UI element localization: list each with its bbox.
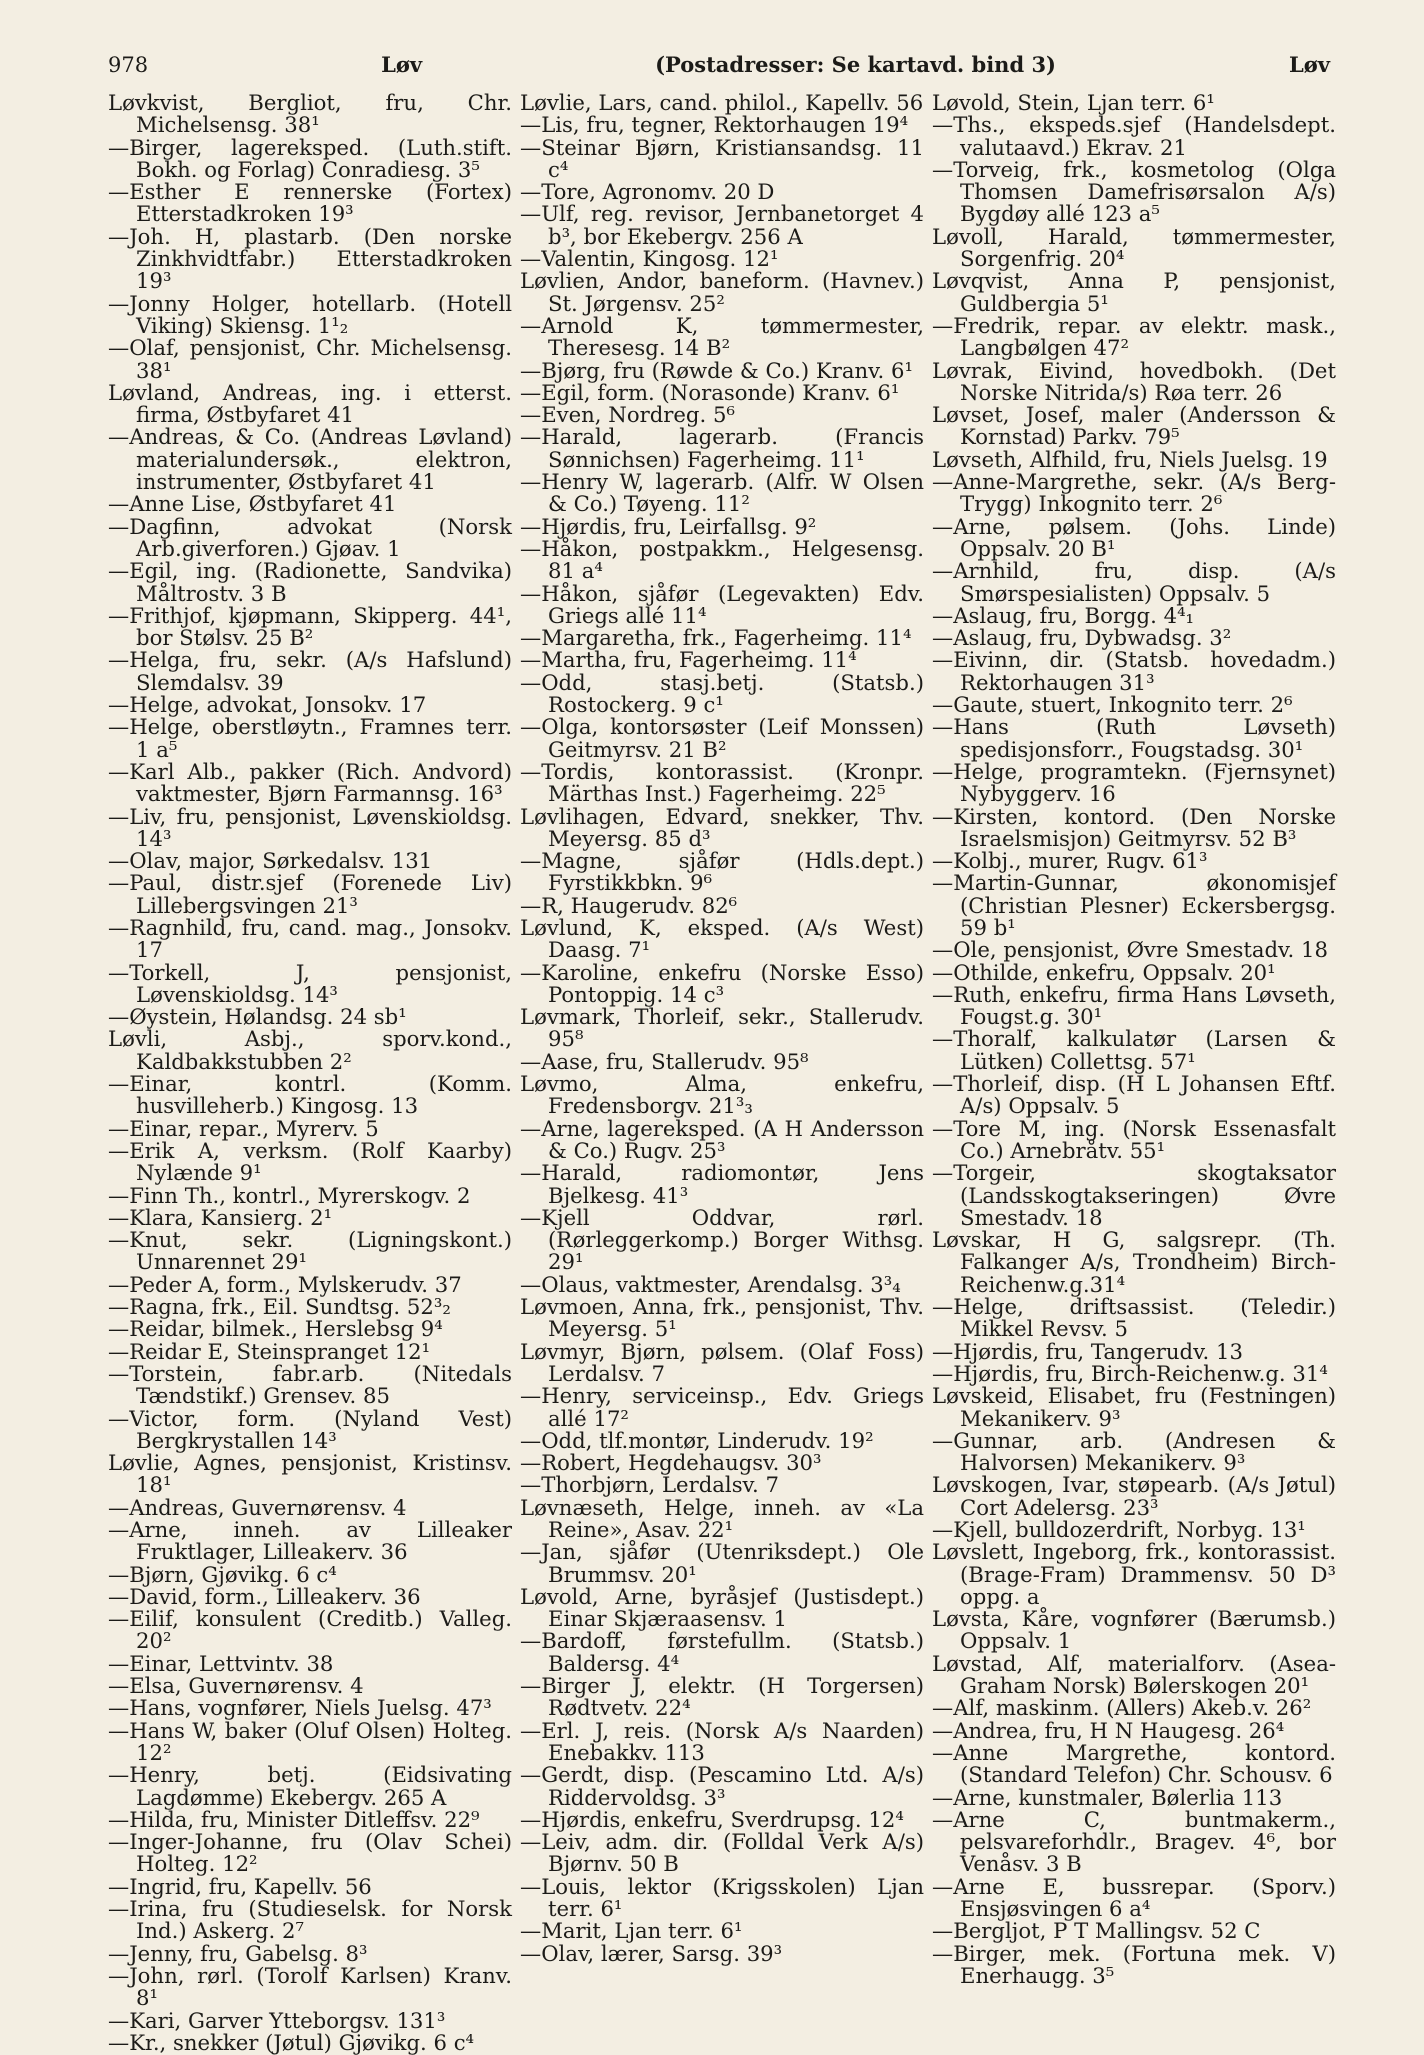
directory-entry: Løvland, Andreas, ing. i etterst. firma, Østbyfaret 41 — [108, 379, 512, 428]
directory-entry: —Kari, Garver Ytteborgsv. 131³ — [108, 2007, 446, 2033]
directory-entry: —Torkell, J, pensjonist, Løvenskioldsg. 14³ — [108, 959, 512, 1007]
directory-entry: —Ole, pensjonist, Øvre Smestadv. 18 — [932, 937, 1328, 963]
directory-entry: —Othilde, enkefru, Oppsalv. 20¹ — [932, 959, 1276, 985]
directory-entry: Løvkvist, Bergliot, fru, Chr. Michelsensg. 38¹ — [108, 90, 512, 138]
directory-entry: —Jonny Holger, hotellarb. (Hotell Viking) Skiensg. 1¹₂ — [108, 290, 512, 338]
directory-entry: —Håkon, postpakkm., Helgesensg. 81 a⁴ — [520, 535, 924, 584]
directory-entry: —Thorbjørn, Lerdalsv. 7 — [520, 1472, 779, 1498]
directory-entry: —Arnold K, tømmermester, Theresesg. 14 B² — [520, 312, 924, 361]
directory-entry: —Hjørdis, fru, Birch-Reichenw.g. 31⁴ — [932, 1360, 1328, 1386]
directory-entry: —Irina, fru (Studieselsk. for Norsk Ind.) Askerg. 2⁷ — [108, 1896, 512, 1944]
directory-entry: —Hjørdis, enkefru, Sverdrupsg. 12⁴ — [520, 1806, 904, 1832]
directory-entry: —R, Haugerudv. 82⁶ — [520, 892, 738, 918]
directory-entry: Løvmo, Alma, enkefru, Fredensborgv. 21³₃ — [520, 1071, 924, 1119]
directory-entry: —Hans, vognfører, Niels Juelsg. 47³ — [108, 1695, 492, 1721]
directory-entry: —Hans W, baker (Oluf Olsen) Holteg. 12² — [108, 1717, 512, 1765]
directory-entry: —Olav, major, Sørkedalsv. 131 — [108, 848, 433, 874]
directory-entry: —Karoline, enkefru (Norske Esso) Pontoppig. 14 c³ — [520, 959, 924, 1007]
directory-entry: Løvlihagen, Edvard, snekker, Thv. Meyersg. 85 d³ — [520, 803, 924, 851]
directory-entry: Løvold, Stein, Ljan terr. 6¹ — [932, 90, 1215, 115]
directory-entry: —Helge, advokat, Jonsokv. 17 — [108, 692, 427, 718]
directory-entry: —Harald, radiomontør, Jens Bjelkesg. 41³ — [520, 1160, 924, 1208]
directory-entry: —Even, Nordreg. 5⁶ — [520, 402, 735, 428]
directory-entry: —Einar, repar., Myrerv. 5 — [108, 1115, 379, 1141]
directory-entry: —Birger, mek. (Fortuna mek. V) Enerhaugg. 3⁵ — [932, 1940, 1336, 1988]
directory-entry: —Odd, tlf.montør, Linderudv. 19² — [520, 1427, 874, 1453]
directory-entry: —Esther E rennerske (Fortex) Etterstadkroken 19³ — [108, 179, 512, 227]
directory-entry: —Louis, lektor (Krigsskolen) Ljan terr. 6¹ — [520, 1873, 924, 1922]
directory-entry: —Andreas, & Co. (Andreas Løvland) materialundersøk., elektron, instrumenter, Østbyfaret 41 — [108, 424, 512, 495]
directory-entry: —Eivinn, dir. (Statsb. hovedadm.) Rektorhaugen 31³ — [932, 647, 1336, 695]
directory-entry: —Tore M, ing. (Norsk Essenasfalt Co.) Arnebråtv. 55¹ — [932, 1115, 1336, 1163]
directory-column-2 — [520, 92, 924, 2054]
directory-entry: —Anne Margrethe, kontord. (Standard Telefon) Chr. Schousv. 6 — [932, 1739, 1336, 1788]
directory-entry: —Bjørn, Gjøvikg. 6 c⁴ — [108, 1561, 337, 1587]
directory-entry: —Anne-Margrethe, sekr. (A/s Berg-Trygg) Inkognito terr. 2⁶ — [932, 469, 1336, 517]
directory-entry: —Olaf, pensjonist, Chr. Michelsensg. 38¹ — [108, 335, 512, 383]
directory-entry: —Olav, lærer, Sarsg. 39³ — [520, 1940, 783, 1966]
directory-entry: Løvskogen, Ivar, støpearb. (A/s Jøtul) Cort Adelersg. 23³ — [932, 1472, 1336, 1520]
directory-entry: —Marit, Ljan terr. 6¹ — [520, 1918, 743, 1944]
directory-entry: —Arne, inneh. av Lilleaker Fruktlager, Lilleakerv. 36 — [108, 1517, 512, 1565]
directory-entry: —Finn Th., kontrl., Myrerskogv. 2 — [108, 1182, 471, 1208]
directory-entry: Løvli, Asbj., sporv.kond., Kaldbakkstubben 2² — [108, 1026, 512, 1074]
directory-entry: —Elsa, Guvernørensv. 4 — [108, 1673, 364, 1699]
page-header — [108, 52, 1330, 88]
directory-entry: —Olga, kontorsøster (Leif Monssen) Geitmyrsv. 21 B² — [520, 714, 924, 762]
directory-entry: —Fredrik, repar. av elektr. mask., Langbølgen 47² — [932, 312, 1336, 361]
directory-entry: —Andrea, fru, H N Haugesg. 26⁴ — [932, 1717, 1285, 1743]
directory-entry: —Erik A, verksm. (Rolf Kaarby) Nylænde 9¹ — [108, 1137, 512, 1186]
directory-entry: —Thoralf, kalkulatør (Larsen & Lütken) Collettsg. 57¹ — [932, 1026, 1336, 1074]
directory-entry: —Karl Alb., pakker (Rich. Andvord) vaktmester, Bjørn Farmannsg. 16³ — [108, 758, 512, 807]
directory-entry: —Valentin, Kingosg. 12¹ — [520, 246, 779, 272]
directory-entry: —Ragna, frk., Eil. Sundtsg. 52³₂ — [108, 1294, 451, 1320]
directory-entry: —Bergljot, P T Mallingsv. 52 C — [932, 1918, 1261, 1944]
directory-entry: —Peder A, form., Mylskerudv. 37 — [108, 1271, 462, 1297]
page-number: 978 — [108, 53, 149, 77]
directory-entry: —Robert, Hegdehaugsv. 30³ — [520, 1450, 822, 1476]
directory-entry: —Arne E, bussrepar. (Sporv.) Ensjøsvingen 6 a⁴ — [932, 1873, 1336, 1922]
directory-entry: —Leiv, adm. dir. (Folldal Verk A/s) Bjørnv. 50 B — [520, 1829, 924, 1877]
directory-entry: Løvlien, Andor, baneform. (Havnev.) St. Jørgensv. 25² — [520, 268, 924, 316]
directory-entry: Løvmyr, Bjørn, pølsem. (Olaf Foss) Lerdalsv. 7 — [520, 1338, 924, 1386]
directory-entry: —Arne C, buntmakerm., pelsvareforhdlr., Bragev. 4⁶, bor Venåsv. 3 B — [932, 1806, 1336, 1877]
running-head-right: Løv — [1289, 52, 1330, 77]
directory-entry: —Erl. J, reis. (Norsk A/s Naarden) Enebakkv. 113 — [520, 1717, 924, 1765]
directory-entry: —Olaus, vaktmester, Arendalsg. 3³₄ — [520, 1271, 901, 1297]
directory-entry: —Odd, stasj.betj. (Statsb.) Rostockerg. 9 c¹ — [520, 669, 924, 718]
directory-entry: —Ths., ekspeds.sjef (Handelsdept. valutaavd.) Ekrav. 21 — [932, 112, 1336, 160]
directory-entry: —Reidar E, Steinspranget 12¹ — [108, 1338, 431, 1364]
directory-entry: —Kjell, bulldozerdrift, Norbyg. 13¹ — [932, 1517, 1306, 1542]
directory-entry: —Egil, ing. (Radionette, Sandvika) Måltrostv. 3 B — [108, 558, 512, 606]
directory-entry: —Lis, fru, tegner, Rektorhaugen 19⁴ — [520, 112, 909, 138]
directory-entry: —Steinar Bjørn, Kristiansandsg. 11 c⁴ — [520, 134, 924, 182]
directory-entry: —Jenny, fru, Gabelsg. 8³ — [108, 1940, 368, 1966]
directory-entry: —Einar, Lettvintv. 38 — [108, 1650, 334, 1676]
directory-entry: Løvstad, Alf, materialforv. (Asea-Graham Norsk) Bølerskogen 20¹ — [932, 1650, 1336, 1699]
directory-entry: —Torveig, frk., kosmetolog (Olga Thomsen Damefrisørsalon A/s) Bygdøy allé 123 a⁵ — [932, 156, 1336, 227]
directory-entry: —Aslaug, fru, Dybwadsg. 3² — [932, 625, 1232, 651]
directory-entry: —Klara, Kansierg. 2¹ — [108, 1204, 333, 1230]
directory-entry: —Knut, sekr. (Ligningskont.) Unnarennet 29¹ — [108, 1227, 512, 1275]
directory-entry: —Håkon, sjåfør (Legevakten) Edv. Griegs allé 11⁴ — [520, 580, 924, 628]
directory-entry: Løvnæseth, Helge, inneh. av «La Reine», Asav. 22¹ — [520, 1494, 924, 1542]
directory-entry: —Ingrid, fru, Kapellv. 56 — [108, 1873, 372, 1899]
directory-entry: —Kjell Oddvar, rørl. (Rørleggerkomp.) Borger Withsg. 29¹ — [520, 1204, 924, 1275]
directory-entry: Løvold, Arne, byråsjef (Justisdept.) Einar Skjæraasensv. 1 — [520, 1583, 924, 1632]
directory-entry: Løvskeid, Elisabet, fru (Festningen) Mekanikerv. 9³ — [932, 1383, 1336, 1431]
directory-entry: Løvlie, Agnes, pensjonist, Kristinsv. 18¹ — [108, 1450, 512, 1498]
directory-entry: —Gerdt, disp. (Pescamino Ltd. A/s) Riddervoldsg. 3³ — [520, 1762, 924, 1810]
directory-entry: —Joh. H, plastarb. (Den norske Zinkhvidtfabr.) Etterstadkroken 19³ — [108, 223, 512, 294]
directory-entry: —Magne, sjåfør (Hdls.dept.) Fyrstikkbkn. 9⁶ — [520, 848, 924, 896]
directory-entry: —Alf, maskinm. (Allers) Akeb.v. 26² — [932, 1695, 1312, 1721]
directory-entry: —Tordis, kontorassist. (Kronpr. Märthas Inst.) Fagerheimg. 22⁵ — [520, 758, 924, 807]
directory-entry: Løvoll, Harald, tømmermester, Sorgenfrig. 20⁴ — [932, 223, 1336, 272]
directory-entry: —Henry, betj. (Eidsivating Lagdømme) Ekebergv. 265 A — [108, 1762, 512, 1810]
directory-entry: Løvskar, H G, salgsrepr. (Th. Falkanger A/s, Trondheim) Birch-Reichenw.g.31⁴ — [932, 1227, 1336, 1297]
directory-columns — [108, 92, 1338, 2054]
directory-entry: —Harald, lagerarb. (Francis Sønnichsen) Fagerheimg. 11¹ — [520, 424, 924, 472]
directory-entry: —Arnhild, fru, disp. (A/s Smørspesialisten) Oppsalv. 5 — [932, 558, 1336, 606]
directory-entry: —Martha, fru, Fagerheimg. 11⁴ — [520, 647, 857, 673]
directory-entry: Løvlie, Lars, cand. philol., Kapellv. 56 — [520, 90, 924, 115]
directory-entry: —Torgeir, skogtaksator (Landsskogtakseringen) Øvre Smestadv. 18 — [932, 1160, 1336, 1230]
directory-entry: Løvmoen, Anna, frk., pensjonist, Thv. Meyersg. 5¹ — [520, 1294, 924, 1342]
directory-entry: —David, form., Lilleakerv. 36 — [108, 1583, 421, 1609]
directory-entry: —Arne, pølsem. (Johs. Linde) Oppsalv. 20 B¹ — [932, 513, 1336, 561]
directory-entry: —Anne Lise, Østbyfaret 41 — [108, 491, 397, 517]
directory-entry: —Helge, driftsassist. (Teledir.) Mikkel Revsv. 5 — [932, 1294, 1336, 1342]
directory-entry: —Helge, oberstløytn., Framnes terr. 1 a⁵ — [108, 714, 512, 762]
directory-entry: —Hilda, fru, Minister Ditleffsv. 22⁹ — [108, 1806, 480, 1832]
directory-entry: —Kirsten, kontord. (Den Norske Israelsmisjon) Geitmyrsv. 52 B³ — [932, 803, 1336, 851]
directory-entry: —Frithjof, kjøpmann, Skipperg. 44¹, bor Stølsv. 25 B² — [108, 602, 512, 651]
directory-entry: —Kolbj., murer, Rugv. 61³ — [932, 848, 1208, 874]
directory-entry: —Hans (Ruth Løvseth) spedisjonsforr., Fougstadsg. 30¹ — [932, 714, 1336, 762]
directory-entry: —Hjørdis, fru, Leirfallsg. 9² — [520, 513, 817, 539]
directory-entry: —Thorleif, disp. (H L Johansen Eftf. A/s) Oppsalv. 5 — [932, 1071, 1336, 1119]
directory-entry: —Birger, lagereksped. (Luth.stift. Bokh. og Forlag) Conradiesg. 3⁵ — [108, 134, 512, 182]
directory-entry: Løvsta, Kåre, vognfører (Bærumsb.) Oppsalv. 1 — [932, 1606, 1336, 1654]
directory-entry: —Liv, fru, pensjonist, Løvenskioldsg. 14³ — [108, 803, 512, 851]
directory-entry: —Inger-Johanne, fru (Olav Schei) Holteg. 12² — [108, 1829, 512, 1877]
directory-entry: —Gunnar, arb. (Andresen & Halvorsen) Mekanikerv. 9³ — [932, 1427, 1336, 1476]
directory-entry: Løvlund, K, eksped. (A/s West) Daasg. 7¹ — [520, 914, 924, 963]
directory-entry: —Kr., snekker (Jøtul) Gjøvikg. 6 c⁴ — [108, 2029, 475, 2055]
directory-entry: —Eilif, konsulent (Creditb.) Valleg. 20² — [108, 1606, 512, 1654]
directory-entry: —Bjørg, fru (Røwde & Co.) Kranv. 6¹ — [520, 357, 913, 383]
directory-entry: —Egil, form. (Norasonde) Kranv. 6¹ — [520, 379, 900, 405]
directory-entry: —Martin-Gunnar, økonomisjef (Christian Plesner) Eckersbergsg. 59 b¹ — [932, 870, 1336, 940]
directory-entry: —Tore, Agronomv. 20 D — [520, 179, 775, 205]
directory-entry: Løvmark, Thorleif, sekr., Stallerudv. 95⁸ — [520, 1004, 924, 1052]
running-head-center: (Postadresser: Se kartavd. bind 3) — [655, 52, 1056, 77]
directory-entry: —Øystein, Hølandsg. 24 sb¹ — [108, 1004, 407, 1030]
directory-entry: —Einar, kontrl. (Komm. husvilleherb.) Kingosg. 13 — [108, 1071, 512, 1119]
directory-entry: —Torstein, fabr.arb. (Nitedals Tændstikf.) Grensev. 85 — [108, 1360, 512, 1409]
directory-column-1 — [108, 92, 512, 2054]
directory-entry: —Paul, distr.sjef (Forenede Liv) Lillebergsvingen 21³ — [108, 870, 512, 918]
directory-entry: —Reidar, bilmek., Herslebsg 9⁴ — [108, 1316, 443, 1342]
directory-entry: —Gaute, stuert, Inkognito terr. 2⁶ — [932, 692, 1293, 718]
directory-entry: —Aslaug, fru, Borgg. 4⁴₁ — [932, 602, 1195, 628]
directory-entry: —Ruth, enkefru, firma Hans Løvseth, Fougst.g. 30¹ — [932, 981, 1336, 1030]
directory-column-3 — [932, 92, 1336, 2054]
directory-entry: Løvset, Josef, maler (Andersson & Kornstad) Parkv. 79⁵ — [932, 402, 1336, 450]
directory-entry: —Arne, kunstmaler, Bølerlia 113 — [932, 1784, 1283, 1810]
directory-entry: —Arne, lagereksped. (A H Andersson & Co.) Rugv. 25³ — [520, 1115, 924, 1163]
directory-entry: —Ulf, reg. revisor, Jernbanetorget 4 b³, bor Ekebergv. 256 A — [520, 201, 924, 249]
directory-entry: —Margaretha, frk., Fagerheimg. 11⁴ — [520, 625, 912, 651]
directory-entry: —Helga, fru, sekr. (A/s Hafslund) Slemdalsv. 39 — [108, 647, 512, 695]
running-head-left: Løv — [381, 52, 423, 77]
directory-entry: —Andreas, Guvernørensv. 4 — [108, 1494, 407, 1520]
directory-entry: Løvseth, Alfhild, fru, Niels Juelsg. 19 — [932, 446, 1328, 472]
directory-entry: Løvrak, Eivind, hovedbokh. (Det Norske Nitrida/s) Røa terr. 26 — [932, 357, 1336, 405]
directory-entry: —Hjørdis, fru, Tangerudv. 13 — [932, 1338, 1243, 1364]
directory-entry: —Victor, form. (Nyland Vest) Bergkrystallen 14³ — [108, 1405, 512, 1453]
directory-entry: —Helge, programtekn. (Fjernsynet) Nybyggerv. 16 — [932, 758, 1336, 807]
directory-entry: —Henry W, lagerarb. (Alfr. W Olsen & Co.) Tøyeng. 11² — [520, 469, 924, 517]
directory-entry: —Dagfinn, advokat (Norsk Arb.giverforen.) Gjøav. 1 — [108, 513, 512, 561]
directory-entry: —Birger J, elektr. (H Torgersen) Rødtvetv. 22⁴ — [520, 1673, 924, 1721]
directory-entry: Løvslett, Ingeborg, frk., kontorassist. (Brage-Fram) Drammensv. 50 D³ oppg. a — [932, 1539, 1336, 1609]
directory-entry: Løvqvist, Anna P, pensjonist, Guldbergia 5¹ — [932, 268, 1336, 316]
directory-entry: —Aase, fru, Stallerudv. 95⁸ — [520, 1048, 809, 1074]
directory-entry: —John, rørl. (Torolf Karlsen) Kranv. 8¹ — [108, 1962, 512, 2011]
directory-entry: —Henry, serviceinsp., Edv. Griegs allé 17² — [520, 1383, 924, 1431]
directory-entry: —Bardoff, førstefullm. (Statsb.) Baldersg. 4⁴ — [520, 1628, 924, 1676]
directory-entry: —Jan, sjåfør (Utenriksdept.) Ole Brummsv. 20¹ — [520, 1539, 924, 1587]
directory-entry: —Ragnhild, fru, cand. mag., Jonsokv. 17 — [108, 914, 512, 963]
